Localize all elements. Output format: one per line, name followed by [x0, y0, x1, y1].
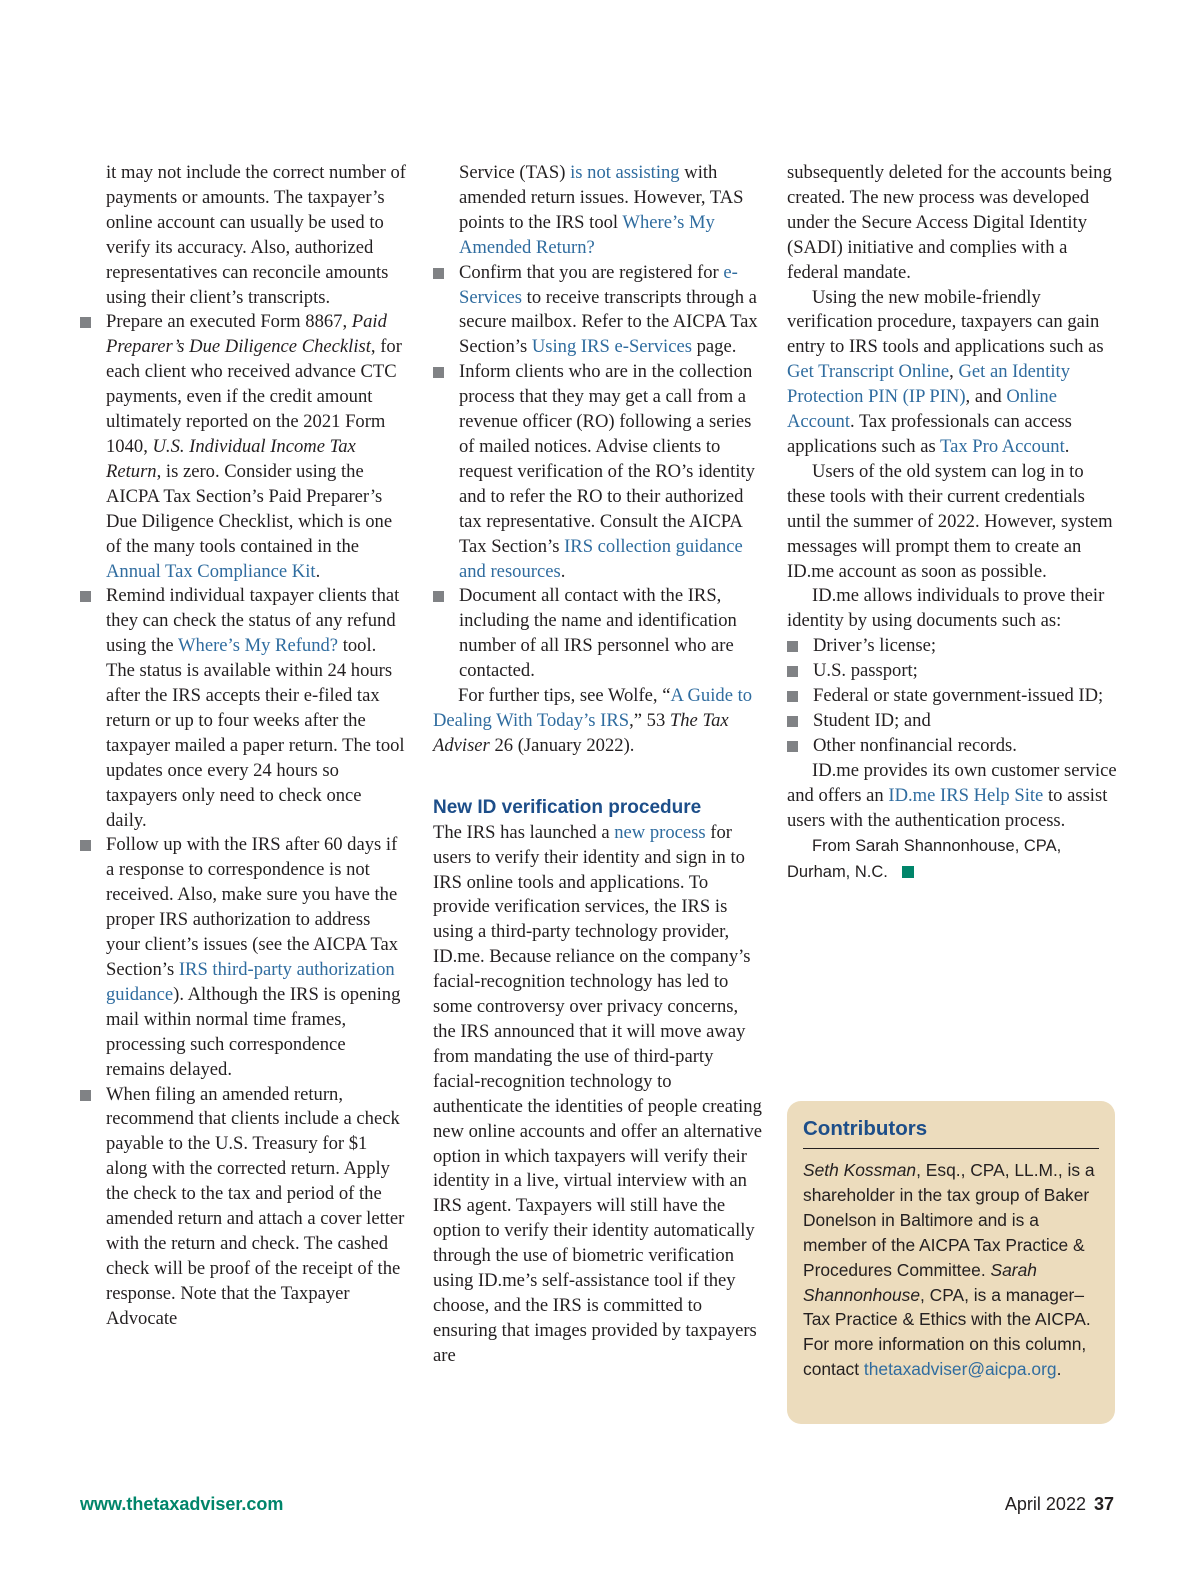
bullet-square-icon: [433, 591, 444, 602]
author-credit: From Sarah Shannonhouse, CPA, Durham, N.C.: [787, 837, 1062, 882]
column-3: [787, 161, 1117, 885]
bullet-square-icon: [787, 691, 798, 702]
link-irs-third-party-authorization[interactable]: IRS third-party authorization guidance: [106, 959, 395, 1005]
link-new-process[interactable]: new process: [614, 821, 706, 843]
link-irs-collection-guidance[interactable]: IRS collection guidance and resources: [459, 535, 743, 582]
end-mark-icon: [902, 866, 914, 878]
contributors-box: [787, 1101, 1115, 1424]
bullet-square-icon: [787, 641, 798, 652]
bullet-square-icon: [787, 741, 798, 752]
bullet-document-contact: Document all contact with the IRS, including the name and identification number of all IRS personnel who are contacted.: [433, 584, 763, 684]
column-1: [80, 161, 406, 1332]
bullet-follow-up: Follow up with the IRS after 60 days if a response to correspondence is not received. Also, make sure you have the proper IRS authorization to address your client’s issues (see the AICPA Tax Section’s IRS third-party authorization guidance). Although the IRS is opening mail within normal time frames, processing such correspondence remains delayed.: [80, 833, 406, 1082]
bullet-square-icon: [80, 591, 91, 602]
link-idme-irs-help-site[interactable]: ID.me IRS Help Site: [888, 784, 1044, 806]
list-item: U.S. passport;: [787, 659, 1117, 684]
bullet-square-icon: [80, 1090, 91, 1101]
link-wheres-my-amended-return[interactable]: Where’s My Amended Return?: [459, 211, 715, 258]
bullet-e-services: Confirm that you are registered for e-Services to receive transcripts through a secure mailbox. Refer to the AICPA Tax Section’s Using IRS e-Services page.: [433, 261, 763, 361]
list-item: Federal or state government-issued ID;: [787, 684, 1117, 709]
bullet-square-icon: [80, 317, 91, 328]
link-tax-pro-account[interactable]: Tax Pro Account: [940, 435, 1065, 457]
old-system-paragraph: Users of the old system can log in to these tools with their current credentials until the summer of 2022. However, system messages will prompt them to create an ID.me account as soon as possible.: [787, 460, 1113, 582]
bullet-collection-process: Inform clients who are in the collection process that they may get a call from a revenue officer (RO) following a series of mailed notices. Advise clients to request verification of the RO’s identity and to refer the RO to their authorized tax representative. Consult the AICPA Tax Section’s IRS collection guidance and resources.: [433, 360, 763, 584]
link-wheres-my-refund[interactable]: Where’s My Refund?: [177, 635, 339, 657]
bullet-refund-status: Remind individual taxpayer clients that they can check the status of any refund using the Where’s My Refund? tool. The status is available within 24 hours after the IRS accepts their e-filed tax return or up to four weeks after the taxpayer mailed a paper return. The tool updates once every 24 hours so taxpayers only need to check once daily.: [80, 584, 406, 833]
issue-date: April 2022: [1004, 1494, 1086, 1514]
link-is-not-assisting[interactable]: is not assisting: [570, 162, 680, 183]
footer-date-page: [1005, 1494, 1114, 1515]
bullet-square-icon: [80, 840, 91, 851]
section-heading: New ID verification procedure: [433, 796, 702, 818]
continued-paragraph: it may not include the correct number of payments or amounts. The taxpayer’s online account can usually be used to verify its accuracy. Also, authorized representatives can reconcile amounts using their client’s transcripts.: [106, 162, 406, 308]
link-annual-tax-compliance-kit[interactable]: Annual Tax Compliance Kit: [106, 560, 316, 582]
bullet-square-icon: [787, 716, 798, 727]
continued-bullet: Service (TAS) is not assisting with amended return issues. However, TAS points to the IRS tool Where’s My Amended Return?: [459, 162, 744, 258]
continued-paragraph: subsequently deleted for the accounts being created. The new process was developed under the Secure Access Digital Identity (SADI) initiative and complies with a federal mandate.: [787, 162, 1112, 283]
link-e-services[interactable]: e-Services: [459, 261, 738, 308]
idme-documents-intro: ID.me allows individuals to prove their identity by using documents such as:: [787, 585, 1105, 632]
link-using-irs-e-services[interactable]: Using IRS e-Services: [531, 336, 692, 358]
bullet-form-8867: Prepare an executed Form 8867, Paid Preparer’s Due Diligence Checklist, for each client who received advance CTC payments, even if the credit amount ultimately reported on the 2021 Form 1040, U.S. Individual Income Tax Return, is zero. Consider using the AICPA Tax Section’s Paid Preparer’s Due Diligence Checklist, which is one of the many tools contained in the Annual Tax Compliance Kit.: [80, 310, 406, 584]
contributors-title: Contributors: [803, 1116, 1099, 1149]
id-verification-paragraph: The IRS has launched a new process for users to verify their identity and sign in to IRS online tools and applications. To provide verification services, the IRS is using a third-party technology provider, ID.me. Because reliance on the company’s facial-recognition technology has led to some controversy over privacy concerns, the IRS announced that it will move away from mandating the use of third-party facial-recognition technology to authenticate the identities of people creating new online accounts and offer an alternative option in which taxpayers will verify their identity in a live, virtual interview with an IRS agent. Taxpayers will still have the option to verify their identity automatically through the use of biometric verification using ID.me’s self-assistance tool if they choose, and the IRS is committed to ensuring that images provided by taxpayers are: [433, 821, 763, 1366]
mobile-verification-paragraph: Using the new mobile-friendly verification procedure, taxpayers can gain entry to IRS tools and applications such as Get Transcript Online, Get an Identity Protection PIN (IP PIN), and Online Account. Tax professionals can access applications such as Tax Pro Account.: [787, 286, 1104, 457]
link-online-account[interactable]: Online Account: [787, 386, 1057, 433]
link-get-ip-pin[interactable]: Get an Identity Protection PIN (IP PIN): [787, 361, 1071, 408]
list-item: Other nonfinancial records.: [787, 734, 1117, 759]
page-number: 37: [1093, 1494, 1114, 1514]
link-guide-dealing-with-irs[interactable]: A Guide to Dealing With Today’s IRS: [433, 685, 753, 731]
bullet-amended-return: When filing an amended return, recommend that clients include a check payable to the U.S. Treasury for $1 along with the corrected return. Apply the check to the tax and period of the amended return and attach a cover letter with the return and check. The cashed check will be proof of the receipt of the response. Note that the Taxpayer Advocate: [80, 1083, 406, 1332]
contributors-body: Seth Kossman, Esq., CPA, LL.M., is a shareholder in the tax group of Baker Donelson in Baltimore and is a member of the AICPA Tax Practice & Procedures Committee. Sarah Shannonhouse, CPA, is a manager–Tax Practice & Ethics with the AICPA. For more information on this column, contact thetaxadviser@aicpa.org.: [803, 1160, 1095, 1380]
footer-website-link[interactable]: www.thetaxadviser.com: [80, 1494, 284, 1514]
contact-email-link[interactable]: thetaxadviser@aicpa.org: [863, 1359, 1057, 1380]
bullet-square-icon: [433, 367, 444, 378]
list-item: Student ID; and: [787, 709, 1117, 734]
column-2: [433, 161, 763, 1369]
bullet-square-icon: [433, 268, 444, 279]
list-item: Driver’s license;: [787, 634, 1117, 659]
idme-customer-service-paragraph: ID.me provides its own customer service and offers an ID.me IRS Help Site to assist users with the authentication process.: [787, 759, 1117, 831]
link-get-transcript-online[interactable]: Get Transcript Online: [787, 361, 950, 383]
bullet-square-icon: [787, 666, 798, 677]
further-tips-paragraph: For further tips, see Wolfe, “A Guide to Dealing With Today’s IRS,” 53 The Tax Adviser 26 (January 2022).: [433, 685, 753, 756]
